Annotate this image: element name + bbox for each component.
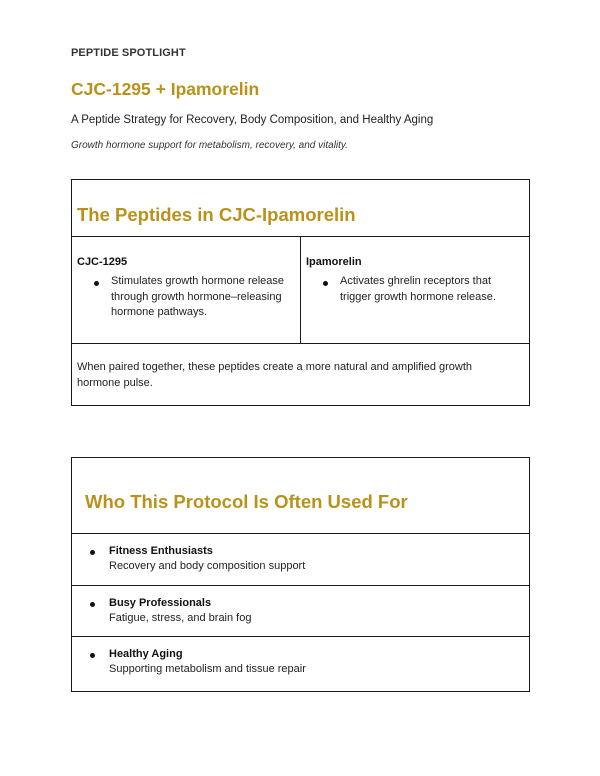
protocol-table-header [72, 458, 529, 534]
list-item [72, 637, 529, 690]
pairing-note: When paired together, these peptides create a more natural and amplified growth hormone pulse. [77, 361, 473, 389]
peptides-table-footer [72, 343, 529, 405]
bullet-icon [90, 602, 95, 607]
page-title: CJC-1295 + Ipamorelin [71, 79, 260, 99]
protocol-table [71, 457, 530, 692]
peptides-heading: The Peptides in CJC-Ipamorelin [77, 204, 356, 225]
page-tagline: Growth hormone support for metabolism, recovery, and vitality. [71, 140, 348, 151]
eyebrow-label: PEPTIDE SPOTLIGHT [71, 47, 186, 59]
list-item-description: Supporting metabolism and tissue repair [109, 663, 306, 675]
peptides-table-header [72, 180, 529, 237]
peptide-name: CJC-1295 [77, 256, 128, 268]
bullet-icon [323, 281, 328, 286]
peptide-column-ipamorelin [301, 237, 529, 343]
protocol-heading: Who This Protocol Is Often Used For [85, 491, 408, 512]
peptide-description: Stimulates growth hormone release through growth hormone–releasing hormone pathways. [111, 275, 285, 318]
peptide-column-cjc [72, 237, 301, 343]
peptide-description: Activates ghrelin receptors that trigger growth hormone release. [340, 275, 496, 303]
peptides-table [71, 179, 530, 406]
list-item-title: Healthy Aging [109, 648, 183, 660]
bullet-icon [90, 653, 95, 658]
list-item-title: Busy Professionals [109, 597, 212, 609]
list-item-description: Fatigue, stress, and brain fog [109, 612, 252, 624]
list-item [72, 586, 529, 637]
list-item [72, 534, 529, 586]
bullet-icon [94, 281, 99, 286]
list-item-title: Fitness Enthusiasts [109, 545, 213, 557]
list-item-description: Recovery and body composition support [109, 560, 306, 572]
bullet-icon [90, 550, 95, 555]
page-subtitle: A Peptide Strategy for Recovery, Body Composition, and Healthy Aging [71, 114, 434, 126]
peptide-name: Ipamorelin [306, 256, 362, 268]
